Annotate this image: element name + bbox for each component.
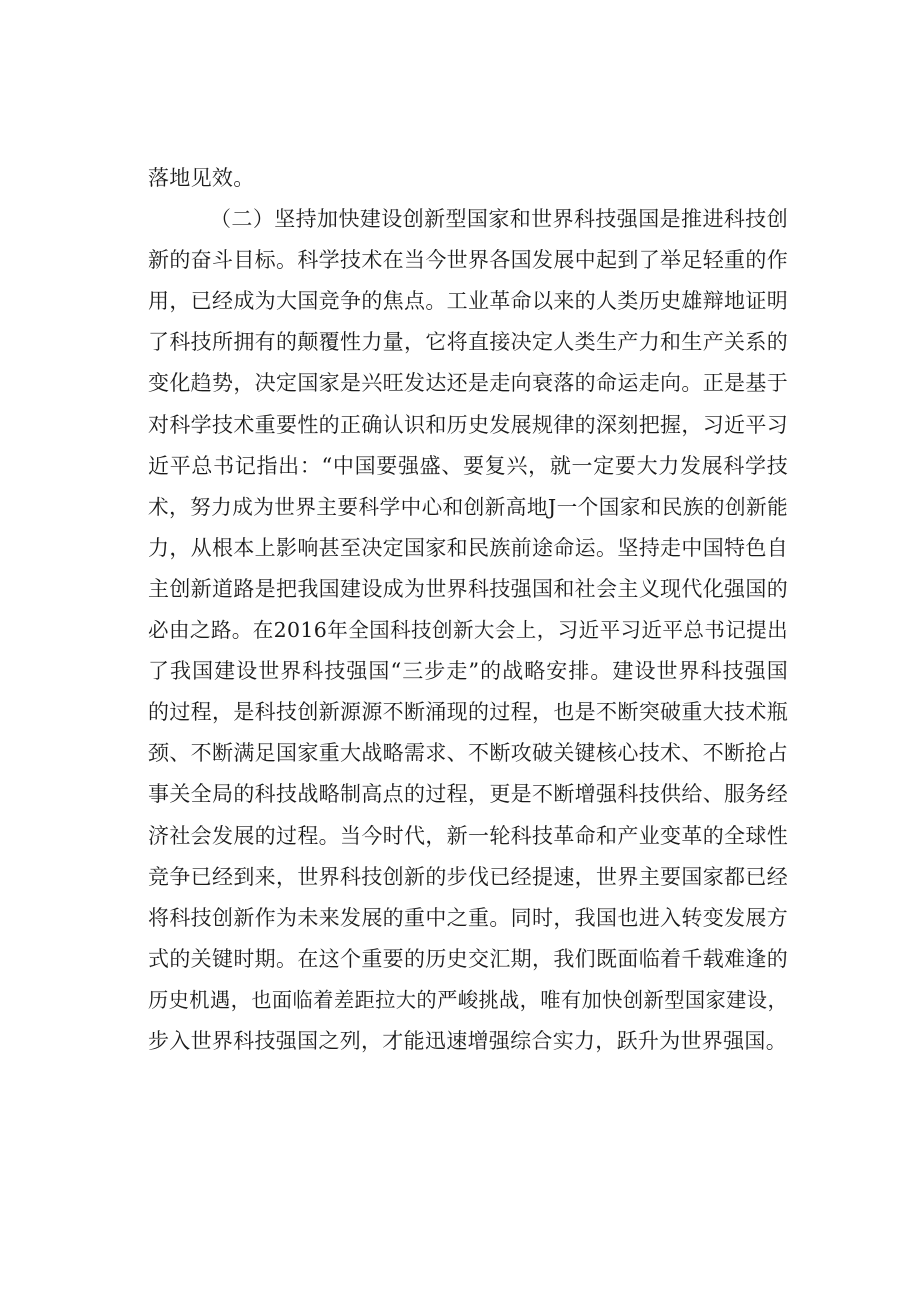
- text-line: 变化趋势，决定国家是兴旺发达还是走向衰落的命运走向。正是基于: [148, 371, 788, 396]
- body-text: [148, 158, 788, 1062]
- text-line: 式的关键时期。在这个重要的历史交汇期，我们既面临着千载难逢的: [148, 946, 788, 971]
- text-line: 近平总书记指出：“中国要强盛、要复兴，就一定要大力发展科学技: [148, 453, 788, 478]
- text-line: 的过程，是科技创新源源不断涌现的过程，也是不断突破重大技术瓶: [148, 700, 788, 725]
- text-line: 竞争已经到来，世界科技创新的步伐已经提速，世界主要国家都已经: [148, 864, 788, 889]
- text-line: 落地见效。: [148, 166, 255, 190]
- text-line: 用，已经成为大国竞争的焦点。工业革命以来的人类历史雄辩地证明: [148, 289, 788, 314]
- text-line: 力，从根本上影响甚至决定国家和民族前途命运。坚持走中国特色自: [148, 535, 788, 560]
- text-line: 对科学技术重要性的正确认识和历史发展规律的深刻把握，习近平习: [148, 412, 788, 437]
- text-line: 了我国建设世界科技强国“三步走”的战略安排。建设世界科技强国: [148, 659, 788, 684]
- text-line: 必由之路。在2016年全国科技创新大会上，习近平习近平总书记提出: [148, 618, 788, 643]
- text-line: 了科技所拥有的颠覆性力量，它将直接决定人类生产力和生产关系的: [148, 330, 788, 355]
- text-line: 术，努力成为世界主要科学中心和创新高地J一个国家和民族的创新能: [148, 494, 788, 519]
- text-line: 历史机遇，也面临着差距拉大的严峻挑战，唯有加快创新型国家建设，: [148, 987, 788, 1012]
- text-line: 新的奋斗目标。科学技术在当今世界各国发展中起到了举足轻重的作: [148, 248, 788, 273]
- text-line: 颈、不断满足国家重大战略需求、不断攻破关键核心技术、不断抢占: [148, 741, 788, 766]
- text-line: 主创新道路是把我国建设成为世界科技强国和社会主义现代化强国的: [148, 576, 788, 601]
- text-line: 济社会发展的过程。当今时代，新一轮科技革命和产业变革的全球性: [148, 823, 788, 848]
- section-heading-line: （二）坚持加快建设创新型国家和世界科技强国是推进科技创: [210, 207, 788, 232]
- text-line: 将科技创新作为未来发展的重中之重。同时，我国也进入转变发展方: [148, 905, 788, 930]
- text-line: 事关全局的科技战略制高点的过程，更是不断增强科技供给、服务经: [148, 782, 788, 807]
- text-line: 步入世界科技强国之列，才能迅速增强综合实力，跃升为世界强国。: [148, 1028, 787, 1053]
